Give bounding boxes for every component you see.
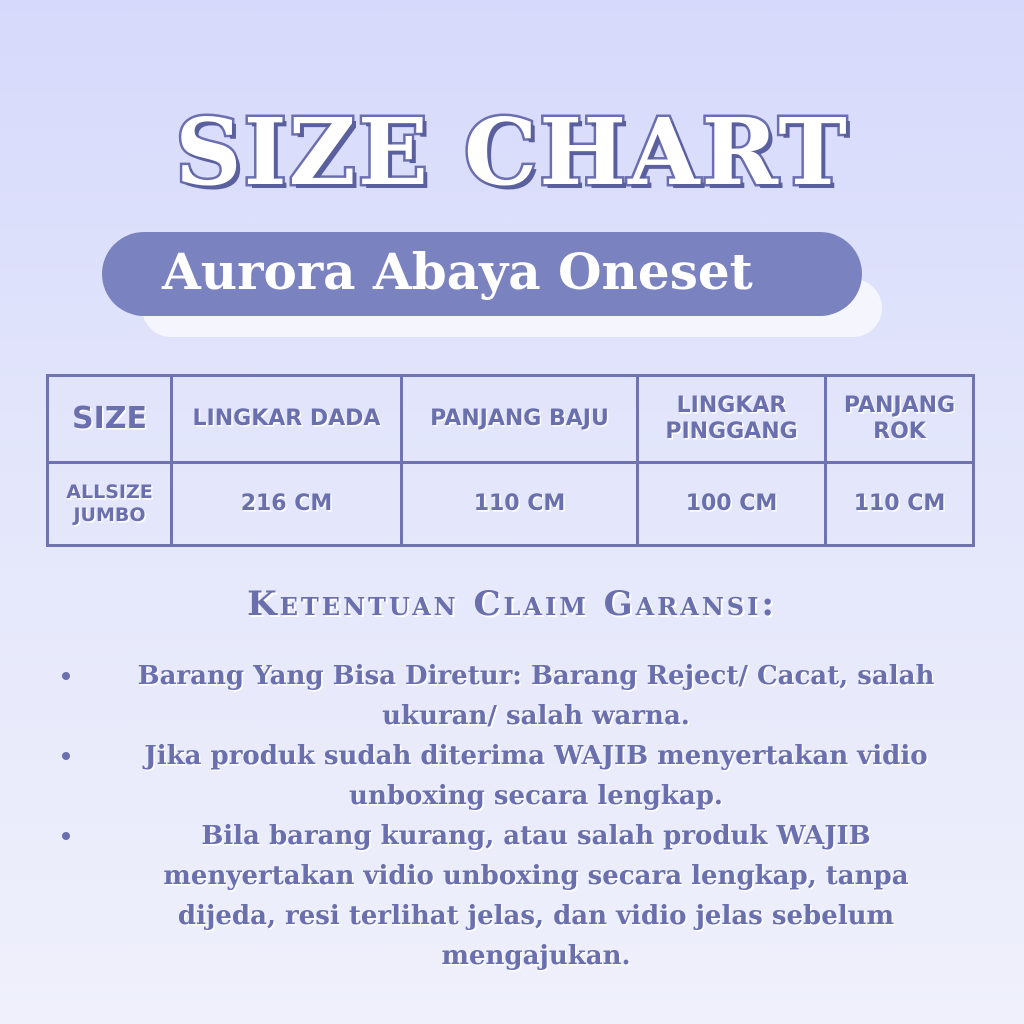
guarantee-rules-list [56, 656, 956, 976]
rule-text: Barang Yang Bisa Diretur: Barang Reject/ Cacat, salah ukuran/ salah warna. [137, 661, 935, 731]
list-item [56, 816, 956, 976]
cell-lingkar-pinggang: 100 CM [638, 463, 826, 546]
header-cell-lingkar-pinggang: LINGKAR PINGGANG [638, 376, 826, 463]
cell-size: ALLSIZE JUMBO [48, 463, 172, 546]
cell-panjang-rok: 110 CM [826, 463, 974, 546]
header-cell-panjang-baju: PANJANG BAJU [402, 376, 638, 463]
product-name: Aurora Abaya Oneset [162, 242, 753, 301]
rule-text: Jika produk sudah diterima WAJIB menyertakan vidio unboxing secara lengkap. [144, 741, 928, 811]
page-title: SIZE CHART [175, 98, 849, 206]
header-cell-lingkar-dada: LINGKAR DADA [172, 376, 402, 463]
size-table [46, 374, 975, 547]
cell-lingkar-dada: 216 CM [172, 463, 402, 546]
table-row [48, 463, 974, 546]
list-item [56, 656, 956, 736]
header-cell-size: SIZE [48, 376, 172, 463]
bullet-icon [62, 752, 70, 760]
list-item [56, 736, 956, 816]
bullet-icon [62, 672, 70, 680]
bullet-icon [62, 832, 70, 840]
header-cell-panjang-rok: PANJANG ROK [826, 376, 974, 463]
product-banner [102, 232, 862, 316]
guarantee-heading: Ketentuan Claim Garansi: [247, 584, 777, 624]
cell-panjang-baju: 110 CM [402, 463, 638, 546]
rule-text: Bila barang kurang, atau salah produk WAJIB menyertakan vidio unboxing secara lengkap, tanpa dijeda, resi terlihat jelas, dan vidio jelas sebelum mengajukan. [163, 821, 909, 971]
table-header-row [48, 376, 974, 463]
